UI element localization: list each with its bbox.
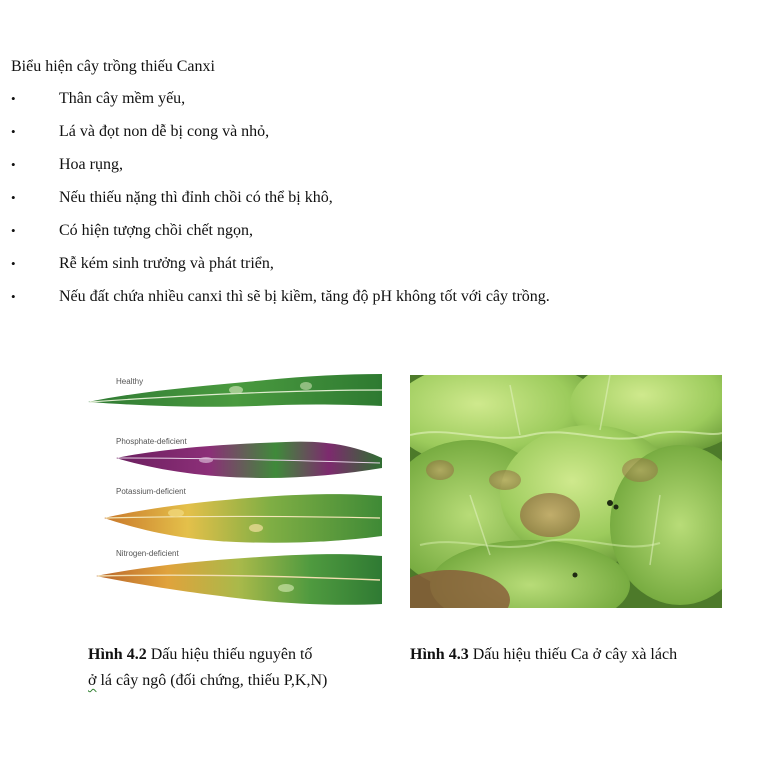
bullet-glyph: •: [11, 256, 16, 271]
bullet-glyph: •: [11, 289, 16, 304]
caption-label: Hình 4.2: [88, 646, 147, 663]
potassium-deficient-leaf: [104, 494, 382, 543]
list-item: [11, 220, 751, 253]
list-item-text: Nếu đất chứa nhiều canxi thì sẽ bị kiềm, tăng độ pH không tốt với cây trồng.: [59, 288, 550, 305]
lettuce-illustration: [410, 375, 722, 608]
leaf-label-phosphate: Phosphate-deficient: [116, 437, 187, 446]
figure-4-3-caption: [410, 642, 770, 668]
bullet-glyph: •: [11, 124, 16, 139]
section-heading: Biểu hiện cây trồng thiếu Canxi: [11, 58, 215, 75]
bullet-glyph: •: [11, 91, 16, 106]
caption-text: ở: [88, 672, 97, 689]
leaf-label-healthy: Healthy: [116, 377, 144, 386]
bullet-glyph: •: [11, 157, 16, 172]
list-item: [11, 253, 751, 286]
figure-4-2-caption: [88, 642, 388, 694]
caption-label: Hình 4.3: [410, 646, 469, 663]
leaf-label-nitrogen: Nitrogen-deficient: [116, 549, 179, 558]
lettuce-photo: [410, 375, 722, 608]
list-item-text: Nếu thiếu nặng thì đỉnh chồi có thể bị khô,: [59, 189, 333, 206]
corn-leaf-figure: [86, 366, 386, 612]
nitrogen-deficient-leaf: [96, 554, 382, 605]
caption-text: Dấu hiệu thiếu Ca ở cây xà lách: [468, 646, 678, 663]
list-item: [11, 88, 751, 121]
list-item-text: Thân cây mềm yếu,: [59, 90, 186, 107]
symptom-list: [11, 88, 751, 319]
bullet-glyph: •: [11, 190, 16, 205]
caption-text: lá cây ngô (đối chứng, thiếu P,K,N): [96, 672, 328, 689]
list-item-text: Có hiện tượng chồi chết ngọn,: [59, 222, 253, 239]
corn-leaf-illustration: [86, 366, 386, 612]
list-item-text: Rễ kém sinh trưởng và phát triển,: [59, 255, 274, 272]
list-item-text: Hoa rụng,: [59, 156, 123, 173]
list-item: [11, 154, 751, 187]
caption-text: Dấu hiệu thiếu nguyên tố: [146, 646, 313, 663]
bullet-glyph: •: [11, 223, 16, 238]
list-item: [11, 286, 751, 319]
leaf-label-potassium: Potassium-deficient: [116, 487, 186, 496]
list-item: [11, 121, 751, 154]
list-item: [11, 187, 751, 220]
list-item-text: Lá và đọt non dễ bị cong và nhỏ,: [59, 123, 270, 140]
